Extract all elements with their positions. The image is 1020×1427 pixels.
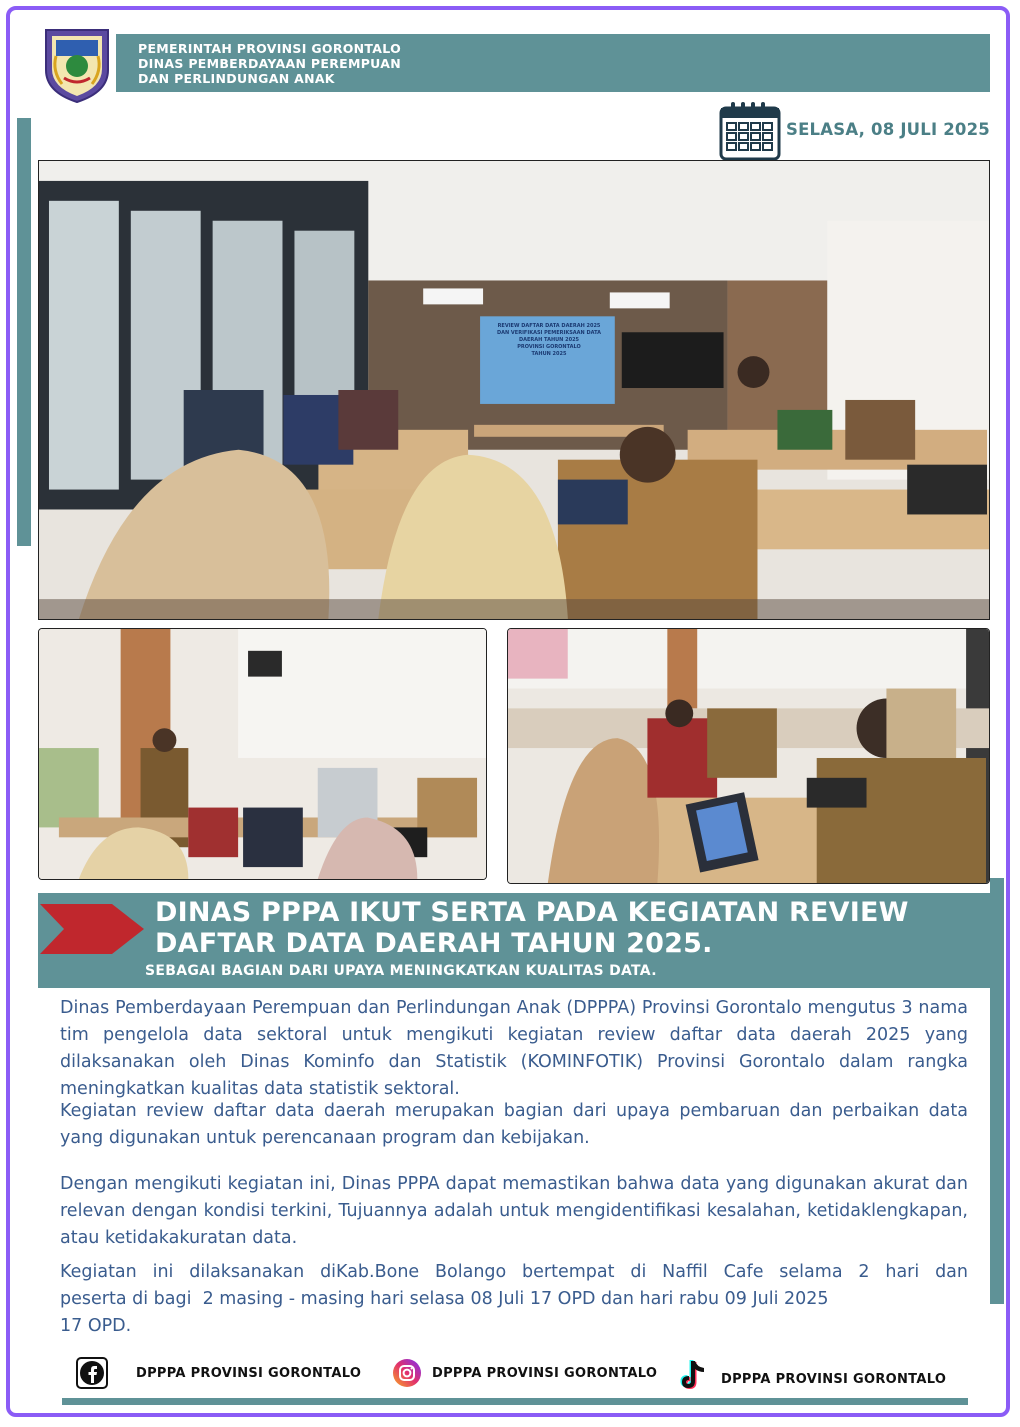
main-meeting-photo [38, 160, 990, 620]
calendar-icon [718, 100, 782, 162]
facebook-label: DPPPA PROVINSI GORONTALO [136, 1365, 362, 1381]
headline-title [155, 897, 909, 959]
body-paragraph-3: Dengan mengikuti kegiatan ini, Dinas PPPA dapat memastikan bahwa data yang digunakan akurat dan relevan dengan kondisi terkini, Tujuannya adalah untuk mengidentifikasi kesalahan, ketidaklengkapan, atau ketidakakuratan data. [60, 1174, 968, 1248]
footer-bar [62, 1398, 968, 1405]
banner-line-4: TAHUN 2025 [531, 351, 567, 357]
body-paragraph-4-line-2: peserta di bagi 2 masing - masing hari selasa 08 Juli 17 OPD dan hari rabu 09 Juli 2025 [60, 1289, 829, 1309]
header-text [138, 41, 401, 86]
instagram-icon [392, 1358, 422, 1388]
body-paragraph-4-line-1: Kegiatan ini dilaksanakan diKab.Bone Bolango bertempat di Naffil Cafe selama 2 hari dan [60, 1262, 968, 1282]
facebook-link[interactable] [76, 1357, 361, 1389]
instagram-label: DPPPA PROVINSI GORONTALO [432, 1365, 658, 1381]
arrow-icon [40, 904, 144, 954]
banner-line-1: REVIEW DAFTAR DATA DAERAH 2025 [497, 323, 601, 329]
tiktok-link[interactable] [677, 1357, 946, 1395]
instagram-link[interactable] [392, 1358, 657, 1388]
headline-line-1: DINAS PPPA IKUT SERTA PADA KEGIATAN REVIEW [155, 897, 909, 928]
headline-line-2: DAFTAR DATA DAERAH TAHUN 2025. [155, 928, 713, 959]
header-line-2: DINAS PEMBERDAYAAN PEREMPUAN [138, 56, 401, 71]
event-date: SELASA, 08 JULI 2025 [786, 120, 990, 139]
province-emblem-icon [42, 26, 112, 104]
second-meeting-photo [38, 628, 487, 880]
tiktok-icon [677, 1357, 711, 1395]
body-paragraph-1: Dinas Pemberdayaan Perempuan dan Perlindungan Anak (DPPPA) Provinsi Gorontalo mengutus 3 nama tim pengelola data sektoral untuk mengikuti kegiatan review daftar data daerah 2025 yang dilaksanakan oleh Dinas Kominfo dan Statistik (KOMINFOTIK) Provinsi Gorontalo dalam rangka meningkatkan kualitas data statistik sektoral. [60, 998, 968, 1099]
banner-line-2: DAN VERIFIKASI PEMERIKSAAN DATA DAERAH TAHUN 2025 [496, 330, 601, 343]
body-paragraph-2: Kegiatan review daftar data daerah merupakan bagian dari upaya pembaruan dan perbaikan data yang digunakan untuk perencanaan program dan kebijakan. [60, 1101, 968, 1148]
event-banner [487, 323, 611, 358]
headline-subtitle: SEBAGAI BAGIAN DARI UPAYA MENINGKATKAN KUALITAS DATA. [145, 963, 657, 979]
body-paragraph-4 [60, 1259, 968, 1340]
third-meeting-photo [507, 628, 990, 884]
body-paragraph-4-line-3: 17 OPD. [60, 1316, 132, 1336]
header-line-1: PEMERINTAH PROVINSI GORONTALO [138, 41, 402, 56]
tiktok-label: DPPPA PROVINSI GORONTALO [721, 1371, 947, 1387]
banner-line-3: PROVINSI GORONTALO [517, 344, 581, 350]
left-accent-strip [17, 118, 31, 546]
facebook-icon [76, 1357, 108, 1389]
header-line-3: DAN PERLINDUNGAN ANAK [138, 71, 335, 86]
right-accent-strip [990, 878, 1004, 1304]
